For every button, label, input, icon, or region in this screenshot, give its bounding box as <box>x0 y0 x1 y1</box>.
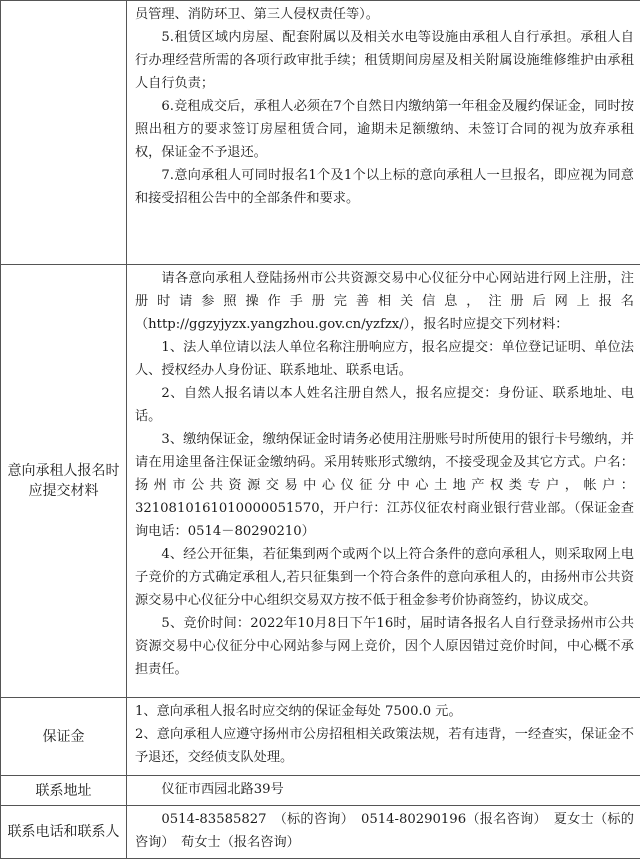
terms-paragraph-0: 员管理、消防环卫、第三人侵权责任等）。 <box>135 3 634 26</box>
materials-content <box>127 265 640 698</box>
address-row <box>1 776 640 806</box>
materials-item-3: 3、缴纳保证金，缴纳保证金时请务必使用注册账号时所使用的银行卡号缴纳，并请在用途里备注保证金缴纳码。采用转账形式缴纳，不接受现金及其它方式。户名：扬州市公共资源交易中心仪征分中心土地产权类专户，帐户：3210810161010000051570，开户行：江苏仪征农村商业银行营业部。（保证金查询电话：0514－80290210） <box>135 428 634 543</box>
deposit-row <box>1 698 640 776</box>
materials-row <box>1 265 640 698</box>
contact-value: 0514-83585827 （标的咨询） 0514-80290196（报名咨询） 夏女士（标的咨询） 荀女士（报名咨询） <box>135 808 634 854</box>
contact-content <box>127 806 640 859</box>
materials-label: 意向承租人报名时应提交材料 <box>1 265 127 698</box>
deposit-item-2: 2、意向承租人应遵守扬州市公房招租相关政策法规，若有违背，一经查实，保证金不予退还，交经侦支队处理。 <box>135 723 634 769</box>
rental-terms-row <box>1 1 640 265</box>
contact-label: 联系电话和联系人 <box>1 806 127 859</box>
materials-item-5: 5、竞价时间：2022年10月8日下午16时，届时请各报名人自行登录扬州市公共资源交易中心仪征分中心网站参与网上竞价，因个人原因错过竞价时间，中心概不承担责任。 <box>135 612 634 681</box>
rental-terms-label-cell <box>1 1 127 265</box>
materials-item-1: 1、法人单位请以法人单位名称注册响应方，报名应提交：单位登记证明、单位法人、授权经办人身份证、联系地址、联系电话。 <box>135 336 634 382</box>
terms-paragraph-6: 6.竞租成交后，承租人必须在7个自然日内缴纳第一年租金及履约保证金，同时按照出租方的要求签订房屋租赁合同，逾期未足额缴纳、未签订合同的视为放弃承租权，保证金不予退还。 <box>135 95 634 164</box>
materials-intro: 请各意向承租人登陆扬州市公共资源交易中心仪征分中心网站进行网上注册，注册时请参照操作手册完善相关信息，注册后网上报名（http://ggzyjyzx.yangzhou.gov.cn/yzfzx/），报名时应提交下列材料： <box>135 267 634 336</box>
deposit-label: 保证金 <box>1 698 127 776</box>
contact-row <box>1 806 640 859</box>
address-value: 仪征市西园北路39号 <box>135 778 634 801</box>
address-label: 联系地址 <box>1 776 127 806</box>
materials-item-4: 4、经公开征集，若征集到两个或两个以上符合条件的意向承租人，则采取网上电子竞价的方式确定承租人,若只征集到一个符合条件的意向承租人的，由扬州市公共资源交易中心仪征分中心组织交易双方按不低于租金参考价协商签约，协议成交。 <box>135 543 634 612</box>
rental-terms-content <box>127 1 640 265</box>
terms-paragraph-7: 7.意向承租人可同时报名1个及1个以上标的意向承租人一旦报名，即应视为同意和接受招租公告中的全部条件和要求。 <box>135 164 634 210</box>
address-content <box>127 776 640 806</box>
deposit-content <box>127 698 640 776</box>
terms-paragraph-5: 5.租赁区域内房屋、配套附属以及相关水电等设施由承租人自行承担。承租人自行办理经营所需的各项行政审批手续；租赁期间房屋及相关附属设施维修维护由承租人自行负责； <box>135 26 634 95</box>
deposit-item-1: 1、意向承租人报名时应交纳的保证金每处 7500.0 元。 <box>135 700 634 723</box>
materials-item-2: 2、自然人报名请以本人姓名注册自然人，报名应提交：身份证、联系地址、电话。 <box>135 382 634 428</box>
